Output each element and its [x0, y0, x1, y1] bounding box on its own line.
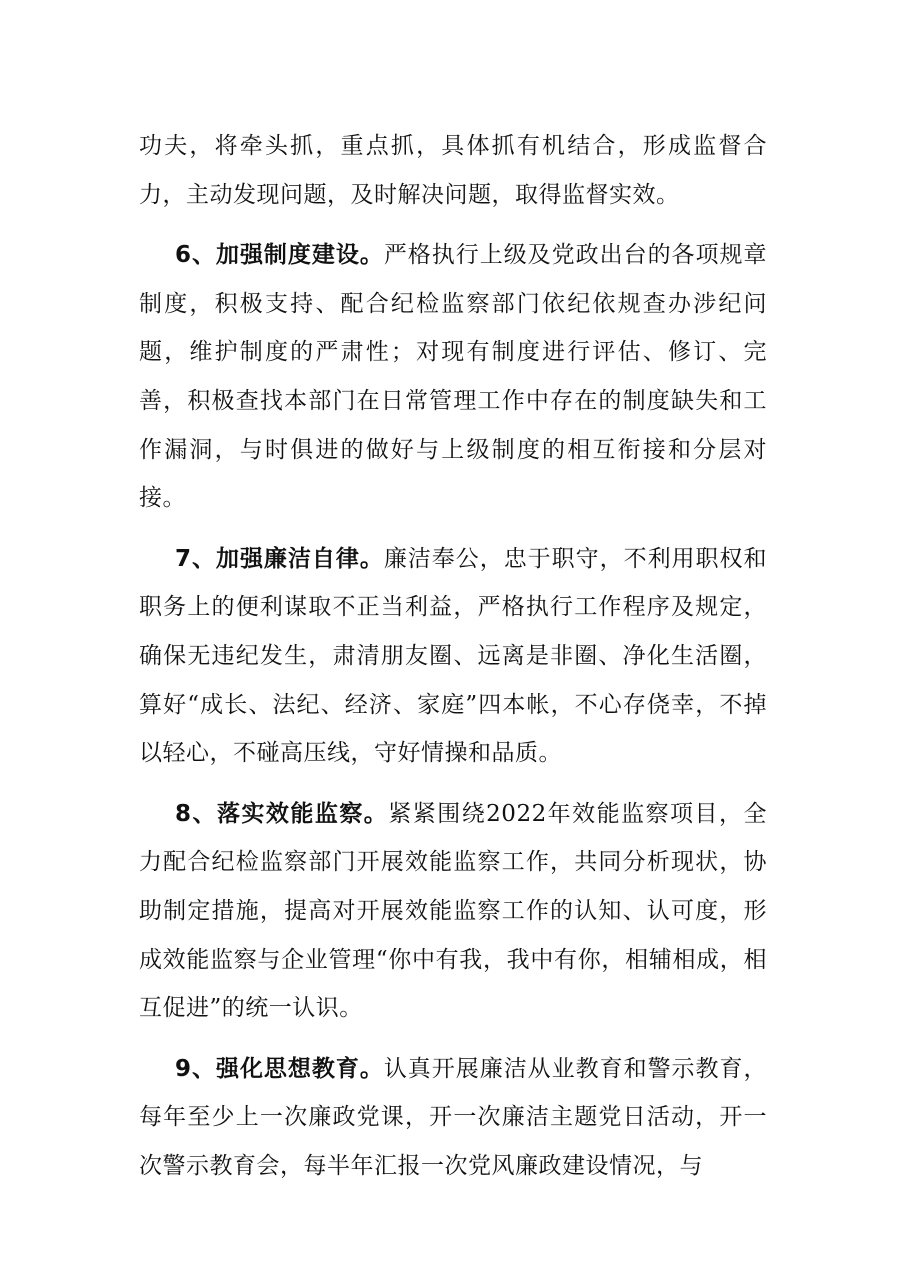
paragraph-item-9	[139, 1045, 767, 1191]
paragraph-item-7	[139, 535, 767, 778]
paragraph-continuation	[139, 122, 767, 219]
paragraph-text: 功夫，将牵头抓，重点抓，具体抓有机结合，形成监督合力，主动发现问题，及时解决问题，取得监督实效。	[139, 133, 767, 208]
paragraph-heading: 9、强化思想教育。	[175, 1055, 384, 1082]
paragraph-heading: 8、落实效能监察。	[175, 800, 389, 827]
document-body	[139, 122, 767, 1202]
paragraph-text: 廉洁奉公，忠于职守，不利用职权和职务上的便利谋取不正当利益，严格执行工作程序及规定，确保无违纪发生，肃清朋友圈、远离是非圈、净化生活圈，算好“成长、法纪、经济、家庭”四本帐，不心存侥幸，不掉以轻心，不碰高压线，守好情操和品质。	[139, 545, 767, 767]
paragraph-item-6	[139, 231, 767, 523]
paragraph-text: 认真开展廉洁从业教育和警示教育，每年至少上一次廉政党课，开一次廉洁主题党日活动，开一次警示教育会，每半年汇报一次党风廉政建设情况，与	[139, 1055, 767, 1179]
paragraph-heading: 6、加强制度建设。	[175, 242, 384, 269]
paragraph-text: 紧紧围绕2022年效能监察项目，全力配合纪检监察部门开展效能监察工作，共同分析现状，协助制定措施，提高对开展效能监察工作的认知、认可度，形成效能监察与企业管理“你中有我，我中有你，相辅相成，相互促进”的统一认识。	[139, 800, 767, 1022]
paragraph-text: 严格执行上级及党政出台的各项规章制度，积极支持、配合纪检监察部门依纪依规查办涉纪问题，维护制度的严肃性；对现有制度进行评估、修订、完善，积极查找本部门在日常管理工作中存在的制度缺失和工作漏洞，与时俱进的做好与上级制度的相互衔接和分层对接。	[139, 242, 767, 512]
paragraph-heading: 7、加强廉洁自律。	[175, 545, 384, 572]
paragraph-item-8	[139, 790, 767, 1033]
